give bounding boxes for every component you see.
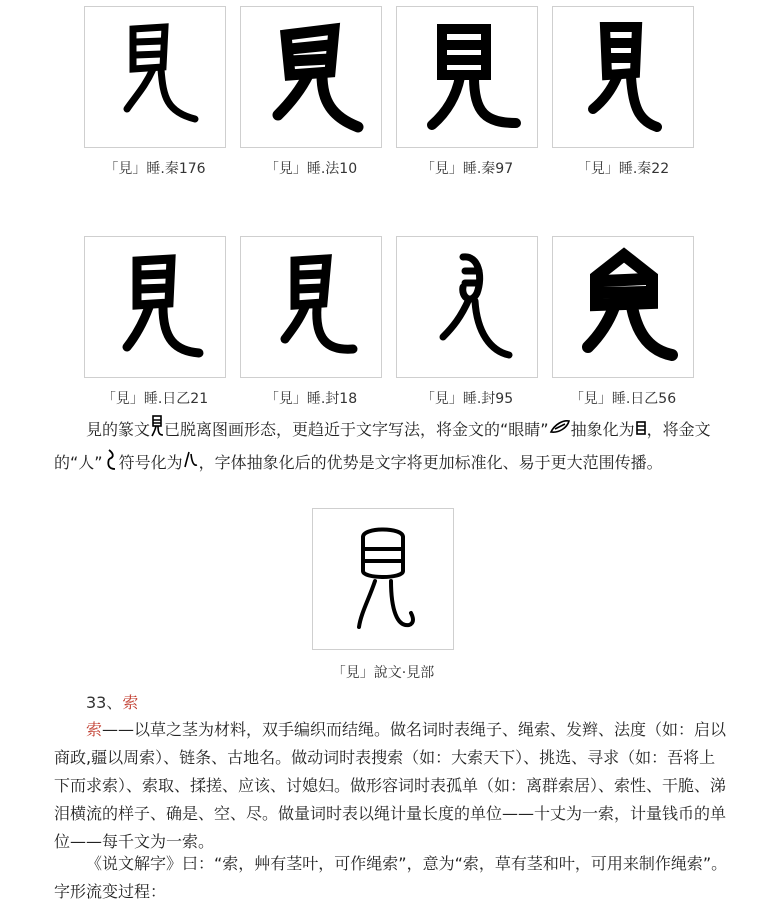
seal-jian-inline-icon xyxy=(150,414,164,447)
glyph-image xyxy=(552,236,694,378)
glyph-tile xyxy=(240,236,382,408)
glyph-image xyxy=(240,236,382,378)
glyph-caption: 「見」睡.日乙56 xyxy=(569,391,677,407)
paragraph-shuowen-quote: 《说文解字》曰：“索，艸有茎叶，可作绳索”，意为“索，草有茎和叶，可用来制作绳索”。字形流变过程： xyxy=(54,854,728,901)
glyph-caption: 「見」睡.法10 xyxy=(264,161,358,177)
eye-glyph-icon xyxy=(549,417,571,445)
person-glyph-icon xyxy=(103,447,119,480)
glyph-caption: 「見」睡.秦97 xyxy=(420,161,514,177)
glyph-tile xyxy=(396,236,538,408)
glyph-caption: 「見」睡.秦22 xyxy=(576,161,670,177)
glyph-image xyxy=(396,236,538,378)
glyph-tile xyxy=(396,6,538,178)
glyph-tile xyxy=(552,236,694,408)
glyph-tile xyxy=(552,6,694,178)
glyph-image xyxy=(84,6,226,148)
suo-lead-word: 索 xyxy=(86,720,103,739)
section-word: 索 xyxy=(122,693,139,712)
glyph-tile xyxy=(84,236,226,408)
section-number: 33、 xyxy=(86,693,123,712)
paragraph-suo-definition: 索——以草之茎为材料，双手编织而结绳。做名词时表绳子、绳索、发辫、法度（如：启以商政,疆以周索）、链条、古地名。做动词时表搜索（如：大索天下）、挑选、寻求（如：吾将上下而求索）、索取、揉搓、应该、讨媳妇。做形容词时表孤单（如：离群索居）、索性、干脆、涕泪横流的样子、确是、空、尽。做量词时表以绳计量长度的单位——十丈为一索，计量钱币的单位——每千文为一索。 xyxy=(54,720,727,851)
shuowen-glyph-image xyxy=(312,508,454,650)
shuowen-caption: 「見」說文·見部 xyxy=(331,665,435,681)
glyph-tile xyxy=(84,6,226,178)
glyph-caption: 「見」睡.秦176 xyxy=(104,161,206,177)
glyph-caption: 「見」睡.封95 xyxy=(420,391,514,407)
glyph-image xyxy=(396,6,538,148)
eye-abstract-icon xyxy=(635,417,647,445)
glyph-image xyxy=(552,6,694,148)
glyph-caption: 「見」睡.封18 xyxy=(264,391,358,407)
paragraph-jian-description: 見的篆文 已脱离图画形态，更趋近于文字写法，将金文的“眼睛” 抽象化为 ，将金文的“人” 符号化为 ，字体抽象化后的优势是文字将更加标准化、易于更大范围传播。 xyxy=(54,414,730,480)
glyph-image xyxy=(84,236,226,378)
glyph-tile xyxy=(240,6,382,178)
glyph-caption: 「見」睡.日乙21 xyxy=(101,391,209,407)
section-heading xyxy=(86,690,138,713)
person-symbol-icon xyxy=(183,449,199,478)
glyph-image xyxy=(240,6,382,148)
